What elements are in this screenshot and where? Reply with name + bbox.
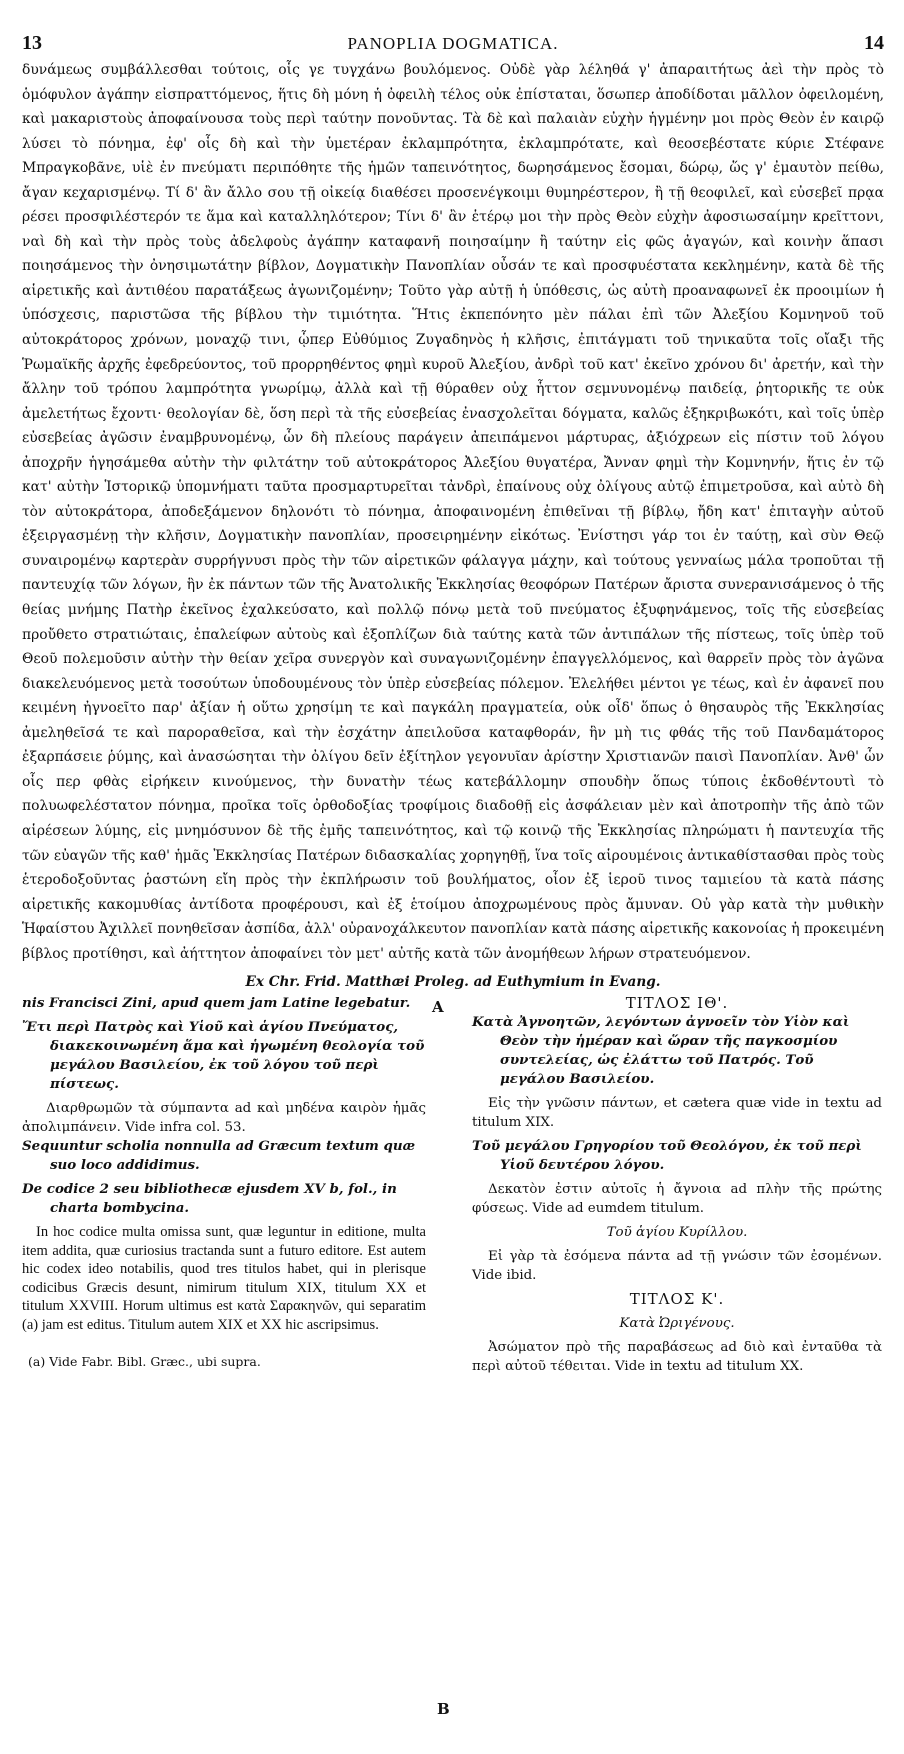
- margin-letter-b: B: [437, 1700, 450, 1719]
- running-title: PANOPLIA DOGMATICA.: [347, 34, 559, 53]
- page-number-left: 13: [22, 32, 42, 54]
- right-greek-3: Τοῦ ἁγίου Κυρίλλου.: [606, 1225, 748, 1241]
- title-20: ΤΙΤΛΟΣ Κ'.: [629, 1290, 725, 1309]
- title-19: ΤΙΤΛΟΣ ΙΘ'.: [625, 994, 729, 1013]
- left-quote: Διαρθρωμῶν τὰ σύμπαντα ad καὶ μηδένα καιρὸν ἡμᾶς ἀπολιμπάνειν. Vide infra col. 53.: [22, 1101, 426, 1136]
- left-column: [22, 994, 426, 1371]
- page-number-right: 14: [864, 32, 884, 54]
- right-column: [472, 994, 882, 1376]
- left-latin-paragraph: In hoc codice multa omissa sunt, quæ leguntur in editione, multa item addita, quæ curiosius tractanda sunt a futuro editore. Est autem hic codex ideo notabilis, quod tres titulos habet, qui in plerisque codicibus Græcis desunt, nimirum titulum XIX, titulum XX et titulum XXVIII. Horum ultimus est κατὰ Σαρακηνῶν, qui separatim (a) jam est editus. Titulum autem XIX et XX hic ascripsimus.: [22, 1224, 426, 1333]
- dedication-paragraph: δυνάμεως συμβάλλεσθαι τούτοις, οἷς γε τυγχάνω βουλόμενος. Οὐδὲ γὰρ λέληθά γ' ἀπαραιτήτως ἀεὶ τὴν πρὸς τὸ ὁμόφυλον ἀγάπην εἰσπραττόμενος, ἥτις δὴ μόνη ἡ ὀφειλὴ τέλος οὐκ ἐπίσταται, ὅσωπερ ἀποδίδοται μᾶλλον ὀφειλομένη, καὶ μακαριστοὺς ἀποφαίνουσα τοὺς περὶ ταύτην πονοῦντας. Τὰ δὲ καὶ παλαιὰν εὐχὴν ἡγμένην μοι πρὸς Θεὸν ἐν καιρῷ λύσει τὸ πόνημα, ἐφ' οἷς δὴ καὶ τὴν ὑμετέραν ἐκλαμπρότητα, ἐκλαμπρότατε, καὶ θεοσεβέστατε κύριε Στέφανε Μπραγκοβᾶνε, υἱὲ ἐν πνεύματι περιπόθητε τῆς ἡμῶν ταπεινότητος, δωρησάμενος ἔσομαι, δώρῳ, ὥς γ' ἐμαυτὸν πείθω, ἄγαν κεχαρισμένῳ. Τί δ' ἂν ἄλλο σου τῇ οἰκείᾳ διαθέσει προσενέγκοιμι θυμηρέστερον, ἢ τῇ θεοφιλεῖ, καὶ εὐσεβεῖ πρᾳα ρέσει προσφιλέστερόν τε ἅμα καὶ καταλληλότερον; Τίνι δ' ἂν ἑτέρῳ μοι τὴν πρὸς Θεὸν εὐχὴν ἀφοσιωσαίμην κρεῖττονι, ναὶ δὴ καὶ τὴν πρὸς τοὺς ἀδελφοὺς ἀγάπην καταφανῆ ποιησαίμην ἢ ταύτην εἰς φῶς ἀγαγών, καὶ κοινὴν ἅπασι ποιησάμενος τὴν ὀνησιμωτάτην βίβλον, Δογματικὴν Πανοπλίαν οὖσάν τε καὶ προσφυέστατα κεκλημένην, κατὰ δὲ τῆς αἱρετικῆς καὶ ἀντιθέου παρατάξεως ἀγωνιζομένην; Τοῦτο γὰρ αὐτῇ ἡ ὑπόθεσις, ὡς αὐτὴ προαναφωνεῖ ἐκ προοιμίων ἡ ὑπόσχεσις, παριστῶσα τῆς βίβλου τὴν τιμιότητα. Ἥτις ἐκπεπόνητο μὲν πάλαι ἐπὶ τῶν Ἀλεξίου Κομνηνοῦ τοῦ αὐτοκράτορος χρόνων, μοναχῷ τινι, ᾧπερ Εὐθύμιος Ζυγαδηνὸς ἡ κλῆσις, ἐπιτάγματι τοῦ τηνικαῦτα τοῖς οἴαξι τῆς Ῥωμαϊκῆς ἀρχῆς ἐφεδρεύοντος, τοῦ προρρηθέντος φημὶ κυροῦ Ἀλεξίου, ἀνδρὶ τοῦ κατ' ἐκεῖνο χρόνου δι' ἀρετήν, καὶ τὴν ἄλλην τοῦ τρόπου λαμπρότητα γνωρίμῳ, ἀλλὰ καὶ τῇ θύραθεν οὐχ ἧττον σεμνυνομένῳ παιδείᾳ, ῥητορικῆς τε οὐκ ἀμελετήτως ἔχοντι· θεολογίαν δὲ, ὅση περὶ τὰ τῆς εὐσεβείας ἐνασχολεῖται δόγματα, καλῶς ἐξηκριβωκότι, καὶ τοῖς ὑπὲρ εὐσεβείας ἀγῶσιν ἐναμβρυνομένῳ, ὧν δὴ πλείους παράγειν ἀπειπάμενοι μάρτυρας, ἀξιόχρεων εἰς πίστιν τοῦ λόγου ἀποχρῆν ἡγησάμεθα αὐτὴν τὴν φιλτάτην τοῦ αὐτοκράτορος Ἀλεξίου θυγατέρα, Ἄνναν φημὶ τὴν Κομνηνήν, ἥτις ἐν τῷ κατ' αὐτὴν Ἱστορικῷ ὑπομνήματι ταῦτα προσμαρτυρεῖται τἀνδρὶ, ἐπαίνους οὐχ ὀλίγους αὐτῷ ἐπιμετροῦσα, καὶ αὐτὸ δὴ τὸν αὐτοκράτορα, ἀποδεξάμενον δηλονότι τὸ πόνημα, ἀποφαινομένη ἐπιθεῖναι τῇ βίβλῳ, ἤδη κατ' ἐπιταγὴν αὐτοῦ ἐξειργασμένῃ τὴν κλῆσιν, Δογματικὴν πανοπλίαν, προσειρημένην εἰκότως. Ἐνίστησι γάρ τοι ἐν ταύτῃ, καὶ σὺν Θεῷ συναιρομένῳ καρτερὰν συρρήγνυσι πρὸς τὴν τῶν αἱρετικῶν φάλαγγα μάχην, καὶ τούτους γενναίως μάλα τροποῦται τῇ παντευχίᾳ τῶν λόγων, ἣν ἐκ πάντων τῶν τῆς Ἀνατολικῆς Ἐκκλησίας θεοφόρων Πατέρων ἄριστα συνερανισάμενος ὁ τῆς θείας μνήμης Πατὴρ ἐκεῖνος ἐχαλκεύσατο, καὶ πολλῷ πόνῳ μετὰ τοῦ πνεύματος ἐξυφηνάμενος, τοῖς τῆς εὐσεβείας προὔθετο στρατιώταις, ἐπαλείφων αὐτοὺς καὶ ἐξοπλίζων διὰ ταύτης κατὰ τῶν ἀντιπάλων τῆς πίστεως, τοῖς ὑπὲρ τοῦ Θεοῦ πολεμοῦσιν αὐτὴν τὴν θείαν χεῖρα συνεργὸν καὶ συναγωνιζομένην ἐπαγγελλόμενος, καὶ θαρρεῖν πρὸς τὸν ἀγῶνα διακελευόμενος μετὰ τοσούτων ὑποδουμένους τὸν ὑπὲρ εὐσεβείας πόλεμον. Ἐλελήθει μέντοι γε τέως, καὶ ἐν ἀφανεῖ που κειμένη ἠγνοεῖτο παρ' ἀξίαν ἡ οὕτω χρησίμη τε καὶ παγκάλη πραγματεία, οὐκ οἶδ' ὅπως ὁ θησαυρὸς τῆς Ἐκκλησίας ἀμεληθεῖσά τε καὶ παροραθεῖσα, καὶ τὴν ἐσχάτην ἀπειλοῦσα καταφθοράν, ἣν μὴ τις φθάς τῆς τοῦ Πανδαμάτορος ἐξαρπάσειε ῥύμης, καὶ ἀνασώσηται τὴν ὀλίγου δεῖν ἐξίτηλον γεγονυῖαν ἀρίστην Χριστιανῶν παισὶ Πανοπλίαν. Ἀνθ' ὧν οἷς περ φθὰς εἰρήκειν κινούμενος, τὴν δυνατὴν τέως κατεβάλλομην σπουδὴν ὅπως τύποις ἐκδοθέντουτὶ τὸ πολυωφελέστατον πόνημα, προῖκα τοῖς ὀρθοδοξίας τροφίμοις διαδοθῇ εἰς ἀσφάλειαν μὲν καὶ ἀποτροπὴν τῆς ἀπὸ τῶν αἱρέσεων λύμης, εἰς μνημόσυνον δὲ τῆς ἐμῆς ταπεινότητος, καὶ τῷ κοινῷ τῆς Ἐκκλησίας πληρώματι ἡ παντευχία τῆς τῶν εὐαγῶν τῆς καθ' ἡμᾶς Ἐκκλησίας Πατέρων διδασκαλίας χορηγηθῇ, ἵνα τοῖς αἱρουμένοις ἀντικαθίστασθαι πρὸς τοὺς ἑτεροδοξοῦντας ῥαστώνη εἴη πρὸς τὴν ἐκπλήρωσιν τοῦ βουλήματος, οἷον ἐξ ἱεροῦ τινος ταμιείου τὰ κατὰ πάσης αἱρετικῆς κακομυθίας ἀντίδοτα προφέρουσι, καὶ ἐξ ἑτοίμου ἀποχρωμένους πρὸς ἄμυναν. Οὐ γὰρ κατὰ τὴν μυθικὴν Ἡφαίστου Ἀχιλλεῖ πονηθεῖσαν ἀσπίδα, ἀλλ' οὐρανοχάλκευτον πανοπλίαν κατὰ πάσης αἱρετικῆς κακονοίας ἡ προκειμένη βίβλος προτίθησι, καὶ ἀήττητον ἀποφαίνει τὸν μετ' αὐτῆς κατὰ τῶν ἀνομήθεων λήρων στρατευόμενον.: [22, 62, 884, 962]
- right-greek-2: Τοῦ μεγάλου Γρηγορίου τοῦ Θεολόγου, ἐκ τοῦ περὶ Υἱοῦ δευτέρου λόγου.: [472, 1138, 862, 1174]
- right-greek-4: Κατὰ Ὠριγένους.: [619, 1316, 735, 1332]
- right-text-1: Εἰς τὴν γνῶσιν πάντων, et cætera quæ vide in textu ad titulum XIX.: [472, 1096, 882, 1131]
- page-header: [22, 30, 884, 58]
- right-text-4: Ἀσώματον πρὸ τῆς παραβάσεως ad διὸ καὶ ἐνταῦθα τὰ περὶ αὐτοῦ τέθειται. Vide in textu ad titulum XX.: [472, 1340, 882, 1375]
- left-intro: nis Francisci Zini, apud quem jam Latine legebatur.: [22, 995, 411, 1012]
- right-text-3: Εἰ γὰρ τὰ ἐσόμενα πάντα ad τῇ γνώσιν τῶν ἐσομένων. Vide ibid.: [472, 1249, 882, 1284]
- page: [22, 30, 884, 1719]
- right-text-2: Δεκατὸν ἐστιν αὐτοῖς ἡ ἄγνοια ad πλὴν τῆς πρώτης φύσεως. Vide ad eumdem titulum.: [472, 1182, 882, 1217]
- margin-letter-a: A: [432, 998, 444, 1017]
- main-text-block: [22, 58, 884, 966]
- two-column-section: [22, 994, 884, 1754]
- left-note: Sequuntur scholia nonnulla ad Græcum textum quæ suo loco addidimus.: [22, 1138, 416, 1174]
- left-greek-title: Ἔτι περὶ Πατρὸς καὶ Υἱοῦ καὶ ἁγίου Πνεύματος, διακεκοινωμένη ἅμα καὶ ἡγωμένη θεολογία τοῦ μεγάλου Βασιλείου, ἐκ τοῦ λόγου τοῦ περὶ πίστεως.: [22, 1019, 425, 1093]
- left-codex: De codice 2 seu bibliothecæ ejusdem XV b, fol., in charta bombycina.: [22, 1181, 397, 1217]
- right-greek-1: Κατὰ Ἀγνοητῶν, λεγόντων ἀγνοεῖν τὸν Υἱὸν καὶ Θεὸν τὴν ἡμέραν καὶ ὥραν τῆς παγκοσμίου συντελείας, ὡς ἐλάττω τοῦ Πατρός. Τοῦ μεγάλου Βασιλείου.: [472, 1014, 850, 1088]
- excerpt-heading: Ex Chr. Frid. Matthæi Proleg. ad Euthymium in Evang.: [245, 974, 661, 991]
- footnote: (a) Vide Fabr. Bibl. Græc., ubi supra.: [28, 1354, 261, 1370]
